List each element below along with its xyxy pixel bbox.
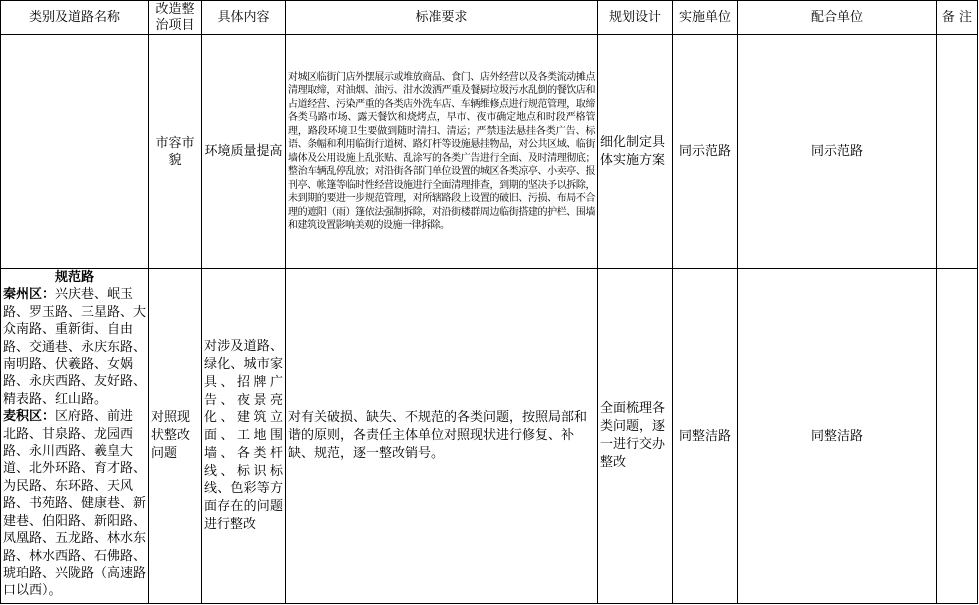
plan-cell: 细化制定具体实施方案 (598, 35, 673, 269)
content-cell: 环境质量提高 (202, 35, 286, 269)
plan-cell: 全面梳理各类问题，逐一进行交办整改 (598, 269, 673, 604)
header-content: 具体内容 (202, 1, 286, 35)
implementer-cell: 同整洁路 (673, 269, 738, 604)
road-names: 区府路、前进北路、甘泉路、龙园西路、永川西路、羲皇大道、北外环路、育才路、为民路、东环路、天风路、书苑路、健康巷、新建巷、伯阳路、新阳路、凤凰路、五龙路、林水东路、林水西路、石佛路、琥珀路、兴陇路（高速路口以西）。 (3, 409, 147, 599)
content-cell: 对涉及道路、绿化、城市家具、招牌广告、夜景亮化、建筑立面、工地围墙、各类杆线、标识标线、色彩等方面存在的问题进行整改 (202, 269, 286, 604)
header-standard: 标准要求 (286, 1, 598, 35)
remark-cell (937, 35, 978, 269)
header-category: 类别及道路名称 (1, 1, 149, 35)
standard-cell: 对城区临街门店外摆展示或堆放商品、食门、店外经营以及各类流动摊点清理取缔，对油烟、油污、泔水泼洒严重及餐厨垃圾污水乱倒的餐饮店和占道经营、污染严重的各类店外洗车店、车辆维修点进行规范管理，取缔各类马路市场、露天餐饮和烧烤点，早市、夜市确定地点和时段严格管理，路段环境卫生要做到随时清扫、清运；严禁违法悬挂各类广告、标语、条幅和利用临街行道树、路灯杆等设施悬挂物品，对公共区域、临街墙体及公用设施上乱张贴、乱涂写的各类广告进行全面、及时清理彻底；整治车辆乱停乱放；对沿街各部门单位设置的城区各类凉亭、小卖亭、报刊亭、帐篷等临时性经营设施进行全面清理排查，到期的坚决予以拆除，未到期的要进一步规范管理，对所辖路段上设置的破旧、污损、布局不合理的遮阳（雨）篷依法强制拆除，对沿街楼群周边临街搭建的护栏、围墙和建筑设置影响美观的设施一律拆除。 (286, 35, 598, 269)
standard-cell: 对有关破损、缺失、不规范的各类问题，按照局部和谐的原则，各责任主体单位对照现状进行修复、补缺、规范，逐一整改销号。 (286, 269, 598, 604)
road-names: 兴庆巷、岷玉路、罗玉路、三星路、大众南路、重新街、自由路、交通巷、永庆东路、南明路、伏羲路、女娲路、永庆西路、友好路、精表路、红山路。 (3, 287, 147, 407)
remark-cell (937, 269, 978, 604)
header-cooperator: 配合单位 (738, 1, 937, 35)
table-row (1, 269, 978, 604)
district-roads-maiji (3, 408, 146, 599)
implementer-cell: 同示范路 (673, 35, 738, 269)
header-plan: 规划设计 (598, 1, 673, 35)
district-label: 秦州区： (3, 287, 56, 303)
road-list-cell (1, 269, 149, 604)
road-category-title: 规范路 (54, 270, 94, 285)
cooperator-cell: 同整洁路 (738, 269, 937, 604)
header-project: 改造整治项目 (149, 1, 202, 35)
header-remark: 备 注 (937, 1, 978, 35)
district-label: 麦积区： (3, 409, 56, 425)
cooperator-cell: 同示范路 (738, 35, 937, 269)
category-cell (1, 35, 149, 269)
project-cell: 市容市貌 (149, 35, 202, 269)
project-cell: 对照现状整改问题 (149, 269, 202, 604)
header-row (1, 1, 978, 35)
district-roads-qinzhou (3, 286, 146, 408)
header-implementer: 实施单位 (673, 1, 738, 35)
table-row (1, 35, 978, 269)
